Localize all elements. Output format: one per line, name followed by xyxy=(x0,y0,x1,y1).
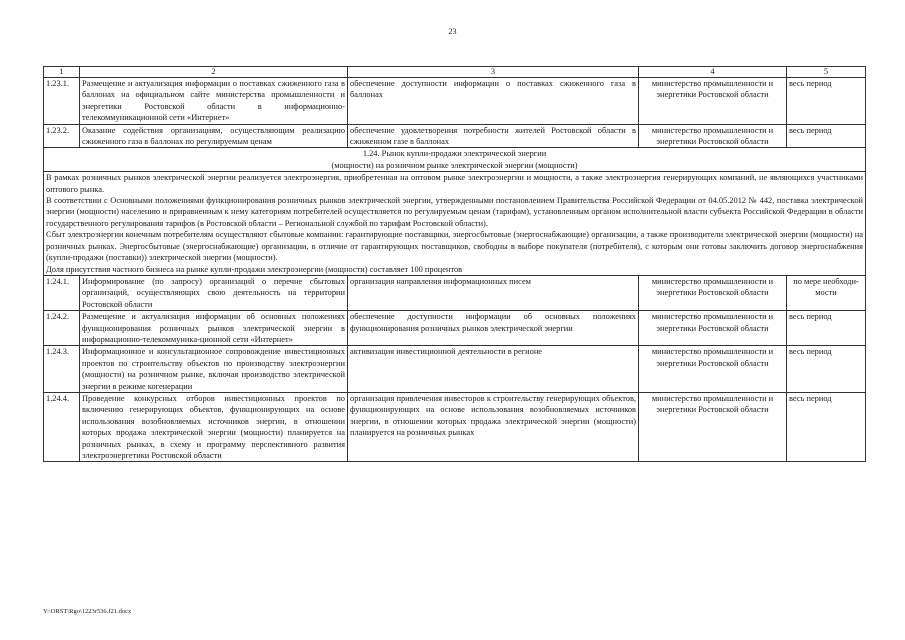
row-executor: министерство промышленности и энергетики Ростовской области xyxy=(639,124,787,148)
measures-table xyxy=(43,66,866,462)
section-description-row xyxy=(44,172,866,276)
table-row xyxy=(44,124,866,148)
row-result: организация привлечения инвесторов к строительству генерирующих объектов, функционирующих на основе использования возобновляемых источников энергии, в отношении которых продажа электрической энергии (мощности) планируется на розничных рынках xyxy=(348,392,639,461)
table-row xyxy=(44,311,866,346)
row-executor: министерство промышленности и энергетики Ростовской области xyxy=(639,311,787,346)
section-paragraph: В рамках розничных рынков электрической энергии реализуется электроэнергия, приобретенная на оптовом рынке электроэнергии и мощности, а также электроэнергия генерирующих компаний, не являющихся участниками оптового рынка. xyxy=(46,173,863,194)
column-header-2: 2 xyxy=(80,67,348,78)
section-title-row xyxy=(44,148,866,172)
row-period: по мере необходи-мости xyxy=(787,275,866,310)
row-activity: Информирование (по запросу) организаций о перечне сбытовых организаций, осуществляющих свою деятельность на территории Ростовской области xyxy=(80,275,348,310)
row-activity: Размещение и актуализация информации об основных положениях функционирования розничных рынков электрической энергии в информационно-телекоммуника-ционной сети «Интернет» xyxy=(80,311,348,346)
row-result: обеспечение доступности информации о поставках сжиженного газа в баллонах xyxy=(348,78,639,125)
row-period: весь период xyxy=(787,124,866,148)
section-title-line-2: (мощности) на розничном рынке электрической энергии (мощности) xyxy=(331,160,578,170)
row-number: 1.24.2. xyxy=(44,311,80,346)
section-paragraph: В соответствии с Основными положениями функционирования розничных рынков электрической энергии, утвержденными постановлением Правительства Российской Федерации от 04.05.2012 № 442, поставка электрической энергии (мощности) населению и приравненным к нему категориям потребителей осуществляется по регулируемым ценам (тарифам), установленным органом исполнительной власти субъекта Российской Федерации в области государственного регулирования тарифов (в Ростовской области – Региональной службой по тарифам Ростовской области). xyxy=(46,196,863,228)
row-number: 1.24.3. xyxy=(44,346,80,393)
table-header-row xyxy=(44,67,866,78)
row-number: 1.24.1. xyxy=(44,275,80,310)
file-path-footer: Y:\ORST\Rgo\1223r536.f21.docx xyxy=(43,608,132,615)
table-row xyxy=(44,78,866,125)
row-result: обеспечение удовлетворения потребности жителей Ростовской области в сжиженном газе в баллонах xyxy=(348,124,639,148)
row-period: весь период xyxy=(787,78,866,125)
row-period: весь период xyxy=(787,392,866,461)
row-result: обеспечение доступности информации об основных положениях функционирования розничных рынков электрической энергии xyxy=(348,311,639,346)
row-result: активизация инвестиционной деятельности в регионе xyxy=(348,346,639,393)
row-activity: Оказание содействия организациям, осуществляющим реализацию сжиженного газа в баллонах по регулируемым ценам xyxy=(80,124,348,148)
row-activity: Информационное и консультационное сопровождение инвестиционных проектов по строительству объектов по производству электроэнергии (мощности) на розничном рынке, включая производство электрической энергии в режиме когенерации xyxy=(80,346,348,393)
column-header-5: 5 xyxy=(787,67,866,78)
table-row xyxy=(44,275,866,310)
row-period: весь период xyxy=(787,311,866,346)
section-paragraph: Доля присутствия частного бизнеса на рынке купли-продажи электроэнергии (мощности) составляет 100 процентов xyxy=(46,264,463,274)
row-activity: Проведение конкурсных отборов инвестиционных проектов по включению генерирующих объектов, функционирующих на основе использования возобновляемых источников энергии, в отношении которых продажа электрической энергии (мощности) планируется на розничных рынках, в схему и программу перспективного развития электроэнергетики Ростовской области xyxy=(80,392,348,461)
row-executor: министерство промышленности и энергетики Ростовской области xyxy=(639,78,787,125)
row-executor: министерство промышленности и энергетики Ростовской области xyxy=(639,346,787,393)
section-paragraph: Сбыт электроэнергии конечным потребителям осуществляют сбытовые компании: гарантирующие поставщики, энергосбытовые (энергоснабжающие) организации, а также производители электрической энергии (мощности) на розничных рынках. Энергосбытовые (энергоснабжающие) организации, в отличие от гарантирующих поставщиков, свободны в выборе покупателя (потребителя), с которым они готовы заключить договор энергоснабжения (купли-продажи (поставки)) электрической энергии (мощности). xyxy=(46,230,863,263)
column-header-1: 1 xyxy=(44,67,80,78)
table-row xyxy=(44,346,866,393)
row-executor: министерство промышленности и энергетики Ростовской области xyxy=(639,275,787,310)
row-result: организация направления информационных писем xyxy=(348,275,639,310)
row-number: 1.23.2. xyxy=(44,124,80,148)
row-number: 1.24.4. xyxy=(44,392,80,461)
row-period: весь период xyxy=(787,346,866,393)
row-number: 1.23.1. xyxy=(44,78,80,125)
table-row xyxy=(44,392,866,461)
column-header-4: 4 xyxy=(639,67,787,78)
row-executor: министерство промышленности и энергетики Ростовской области xyxy=(639,392,787,461)
page-number: 23 xyxy=(448,27,457,36)
column-header-3: 3 xyxy=(348,67,639,78)
section-description xyxy=(44,172,866,276)
section-title xyxy=(44,148,866,172)
row-activity: Размещение и актуализация информации о поставках сжиженного газа в баллонах на официальном сайте министерства промышленности и энергетики Ростовской области в информационно-телекоммуникационной сети «Интернет» xyxy=(80,78,348,125)
section-title-line-1: 1.24. Рынок купли-продажи электрической энергии xyxy=(362,149,547,159)
